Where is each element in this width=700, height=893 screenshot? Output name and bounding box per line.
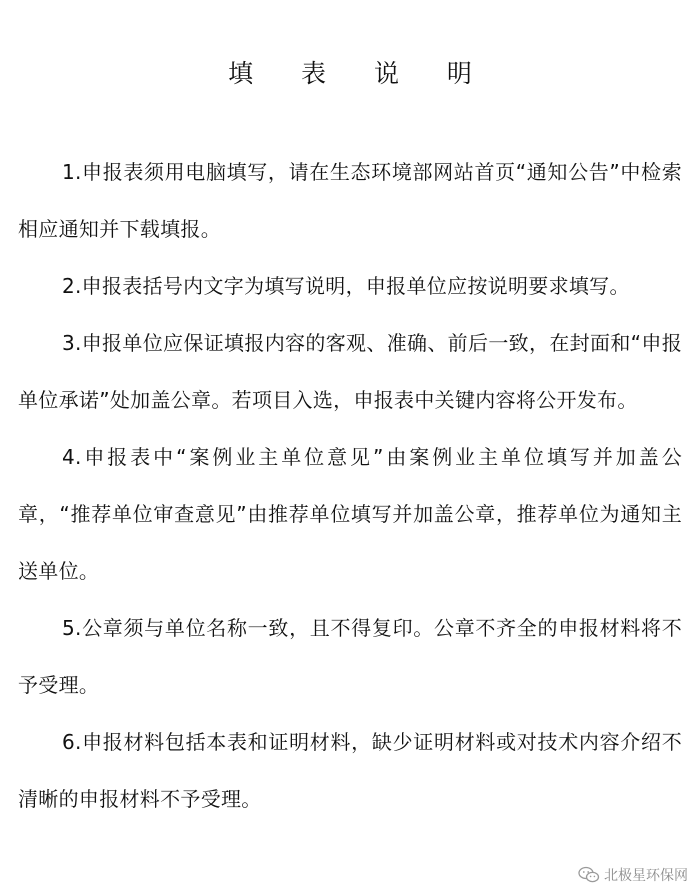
instruction-item-5: 5.公章须与单位名称一致，且不得复印。公章不齐全的申报材料将不予受理。 (18, 616, 682, 697)
instructions-body (18, 144, 682, 828)
watermark (578, 865, 688, 885)
instruction-item-4: 4.申报表中“案例业主单位意见”由案例业主单位填写并加盖公章，“推荐单位审查意见”由推荐单位填写并加盖公章，推荐单位为通知主送单位。 (18, 445, 682, 583)
watermark-text: 北极星环保网 (604, 868, 688, 884)
instruction-item-6: 6.申报材料包括本表和证明材料，缺少证明材料或对技术内容介绍不清晰的申报材料不予受理。 (18, 730, 682, 811)
instruction-item-3: 3.申报单位应保证填报内容的客观、准确、前后一致，在封面和“申报单位承诺”处加盖公章。若项目入选，申报表中关键内容将公开发布。 (18, 331, 682, 412)
instruction-item-2: 2.申报表括号内文字为填写说明，申报单位应按说明要求填写。 (62, 274, 630, 298)
instruction-item-1: 1.申报表须用电脑填写，请在生态环境部网站首页“通知公告”中检索相应通知并下载填报。 (18, 160, 682, 241)
page-title: 填 表 说 明 (228, 59, 492, 88)
wechat-icon (578, 866, 600, 884)
